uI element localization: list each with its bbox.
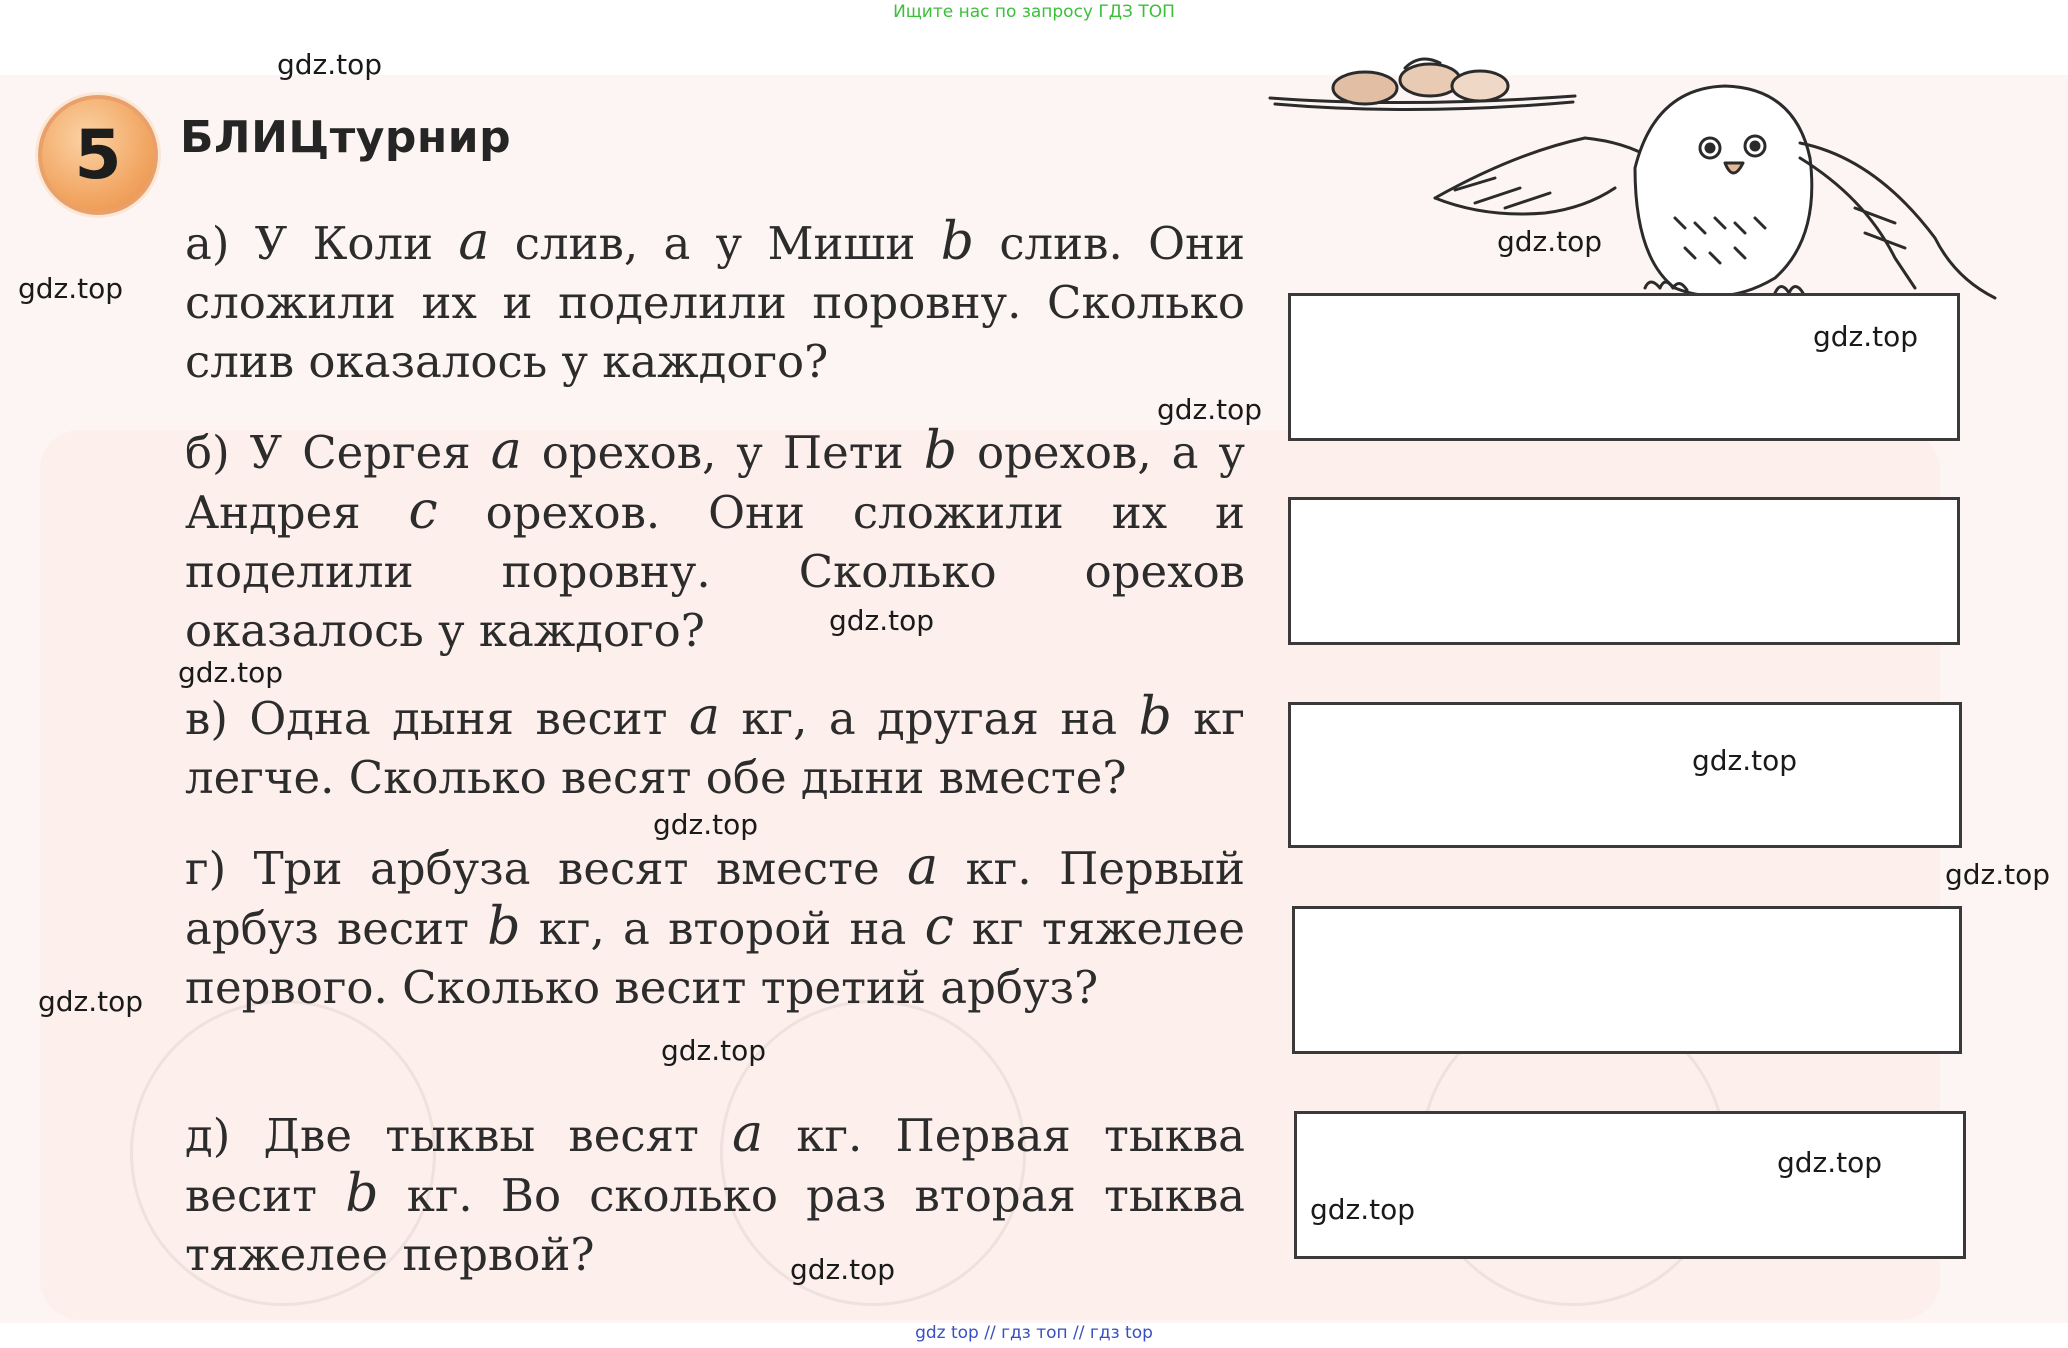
problem-a-text-2: слив, а у Миши [489,217,941,270]
problem-b-text-4: орехов. Они сложили их и поделили поровну. Сколько орехов оказалось у каждого? [185,486,1245,657]
variable-a: a [907,837,939,897]
watermark: gdz.top [277,48,383,81]
problem-g [185,838,1245,1017]
problem-b-text-3: орехов, а у Андрея [185,426,1245,539]
variable-b: b [923,421,957,481]
top-banner: Ищите нас по запросу ГДЗ ТОП [893,2,1175,22]
answer-box-b[interactable] [1288,497,1960,645]
answer-box-a[interactable] [1288,293,1960,441]
problem-g-text-1: г) Три арбуза весят вместе [185,842,908,895]
problem-b-text-1: б) У Сергея [185,426,491,479]
watermark: gdz.top [829,604,935,637]
problem-d-text-1: д) Две тыквы весят [185,1109,733,1162]
watermark: gdz.top [178,656,284,689]
variable-c: c [408,481,438,541]
watermark: gdz.top [1813,320,1919,353]
problem-v-text-2: кг, а другая на [720,692,1139,745]
problem-b-text-2: орехов, у Пети [521,426,924,479]
problem-a-text-3: слив. Они сложили их и поделили поровну. Сколько слив оказалось у каждого? [185,217,1245,388]
problem-d [185,1105,1245,1284]
watermark: gdz.top [18,272,124,305]
watermark: gdz.top [790,1253,896,1286]
problem-a [185,213,1245,391]
watermark: gdz.top [1157,393,1263,426]
variable-c: c [924,897,954,957]
bottom-banner: gdz top // гдз топ // гдз top [915,1323,1153,1343]
variable-b: b [1138,687,1172,747]
variable-b: b [345,1164,379,1224]
watermark: gdz.top [1497,225,1603,258]
problem-d-text-2: кг. Первая тыква весит [185,1109,1245,1222]
problem-d-text-3: кг. Во сколько раз вторая тыква тяжелее первой? [185,1169,1245,1281]
watermark: gdz.top [1945,858,2051,891]
problem-v-text-1: в) Одна дыня весит [185,692,689,745]
watermark: gdz.top [38,985,144,1018]
task-title: БЛИЦтурнир [180,112,512,163]
watermark: gdz.top [653,808,759,841]
problem-v [185,688,1245,807]
problem-b [185,422,1245,660]
variable-b: b [940,212,975,272]
problem-g-text-2: кг. Первый арбуз весит [185,842,1245,955]
problem-g-text-4: кг тяжелее первого. Сколько весит третий арбуз? [185,902,1245,1014]
variable-b: b [487,897,521,957]
variable-a: a [732,1104,764,1164]
watermark: gdz.top [1310,1193,1416,1226]
variable-a: a [688,687,720,747]
variable-a: a [458,212,490,272]
task-number-badge: 5 [38,95,158,215]
answer-box-d[interactable] [1294,1111,1966,1259]
problem-v-text-3: кг легче. Сколько весят обе дыни вместе? [185,692,1246,804]
problem-a-text-1: а) У Коли [185,217,459,270]
watermark: gdz.top [1777,1146,1883,1179]
answer-box-v[interactable] [1288,702,1962,848]
watermark: gdz.top [661,1034,767,1067]
variable-a: a [490,421,522,481]
answer-box-g[interactable] [1292,906,1962,1054]
problem-g-text-3: кг, а второй на [520,902,925,955]
watermark: gdz.top [1692,744,1798,777]
